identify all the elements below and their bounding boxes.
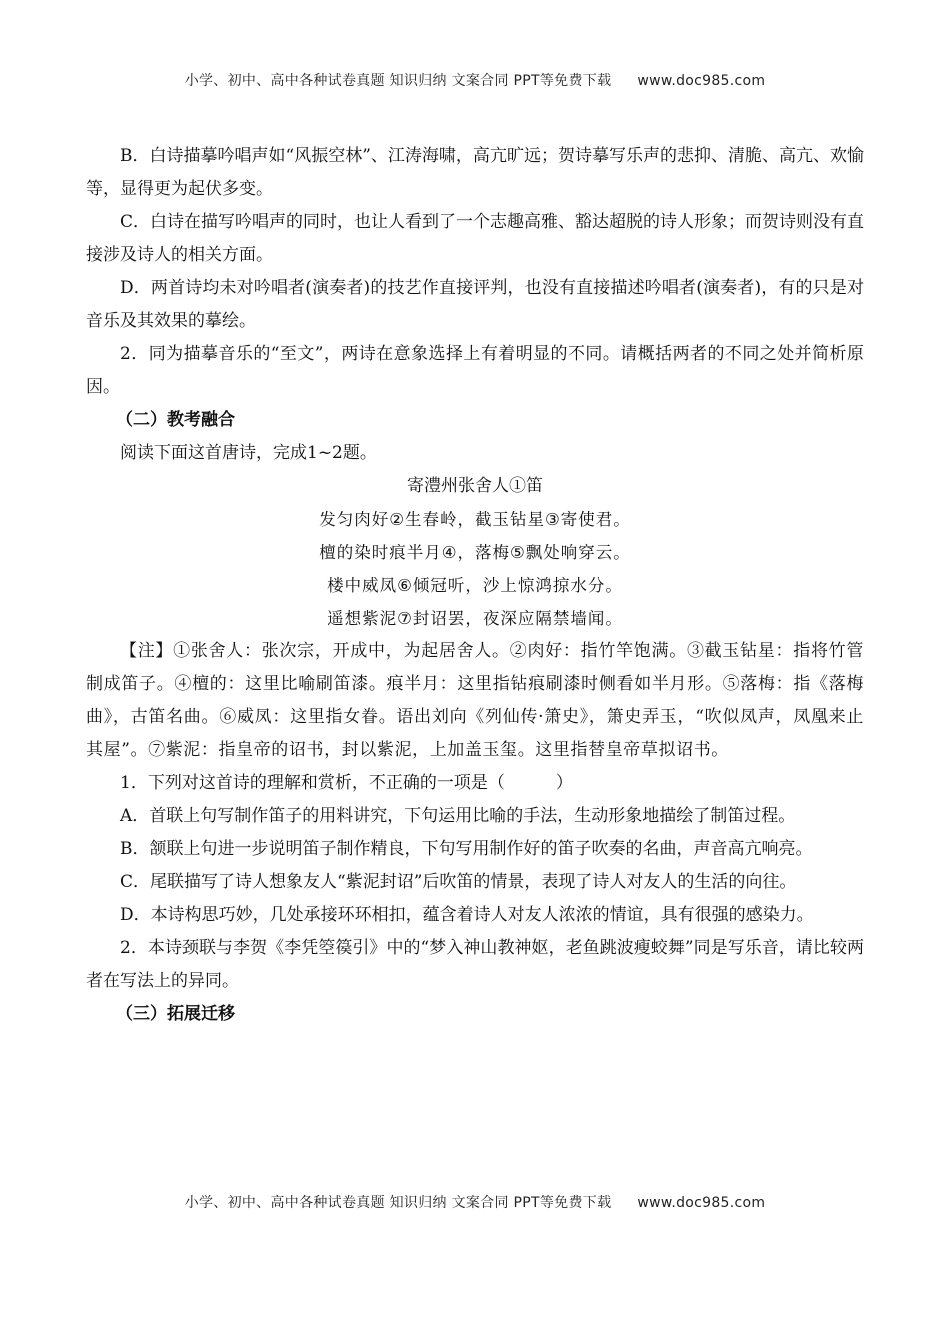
question-1-option-a: A．首联上句写制作笛子的用料讲究，下句运用比喻的手法，生动形象地描绘了制笛过程。 [120, 806, 796, 826]
poem-line: 发匀肉好②生春岭，截玉钻星③寄使君。 [319, 510, 631, 529]
question-2-comparison: 2．本诗颈联与李贺《李凭箜篌引》中的“梦入神山教神妪，老鱼跳波瘦蛟舞”同是写乐音，请比较两者在写法上的异同。 [86, 938, 864, 991]
poem-line: 檀的染时痕半月④，落梅⑤飘处响穿云。 [319, 543, 631, 562]
page-footer [0, 1192, 950, 1212]
question-1: 1．下列对这首诗的理解和赏析，不正确的一项是（ ） [120, 773, 573, 793]
reading-instruction: 阅读下面这首唐诗，完成1~2题。 [120, 443, 377, 463]
question-1-option-b: B．颔联上句进一步说明笛子制作精良，下句写用制作好的笛子吹奏的名曲，声音高亢响亮。 [120, 839, 813, 859]
footer-url[interactable]: www.doc985.com [637, 1195, 766, 1211]
section-heading-2: （二）教考融合 [116, 410, 235, 430]
poem-title: 寄澧州张舍人①笛 [407, 476, 543, 496]
page-header [0, 70, 950, 90]
poem-notes: 【注】①张舍人：张次宗，开成中，为起居舍人。②肉好：指竹竿饱满。③截玉钻星：指将竹管制成笛子。④檀的：这里比喻刷笛漆。痕半月：这里指钻痕刷漆时侧看如半月形。⑤落梅：指《落梅曲》，古笛名曲。⑥威凤：这里指女眷。语出刘向《列仙传·箫史》，箫史弄玉，“吹似凤声，凤凰来止其屋”。⑦紫泥：指皇帝的诏书，封以紫泥，上加盖玉玺。这里指替皇帝草拟诏书。 [86, 641, 864, 760]
header-text: 小学、初中、高中各种试卷真题 知识归纳 文案合同 PPT等免费下载 [184, 73, 612, 89]
option-d: D．两首诗均未对吟唱者(演奏者)的技艺作直接评判，也没有直接描述吟唱者(演奏者)，有的只是对音乐及其效果的摹绘。 [86, 278, 864, 331]
poem-line: 遥想紫泥⑦封诏罢，夜深应隔禁墙闻。 [327, 609, 623, 628]
option-b: B．白诗描摹吟唱声如“风振空林”、江涛海啸，高亢旷远；贺诗摹写乐声的悲抑、清脆、高亢、欢愉等，显得更为起伏多变。 [86, 146, 864, 199]
question-1-option-d: D．本诗构思巧妙，几处承接环环相扣，蕴含着诗人对友人浓浓的情谊，具有很强的感染力。 [120, 905, 814, 925]
option-c: C．白诗在描写吟唱声的同时，也让人看到了一个志趣高雅、豁达超脱的诗人形象；而贺诗则没有直接涉及诗人的相关方面。 [86, 212, 865, 265]
poem-line: 楼中威凤⑥倾冠听，沙上惊鸿掠水分。 [327, 576, 623, 595]
section-heading-3: （三）拓展迁移 [116, 1004, 235, 1024]
question-2: 2．同为描摹音乐的“至文”，两诗在意象选择上有着明显的不同。请概括两者的不同之处并简析原因。 [86, 344, 864, 397]
document-body [86, 140, 864, 1031]
question-1-option-c: C．尾联描写了诗人想象友人“紫泥封诏”后吹笛的情景，表现了诗人对友人的生活的向往。 [120, 872, 797, 892]
header-url[interactable]: www.doc985.com [637, 73, 766, 89]
footer-text: 小学、初中、高中各种试卷真题 知识归纳 文案合同 PPT等免费下载 [184, 1195, 612, 1211]
